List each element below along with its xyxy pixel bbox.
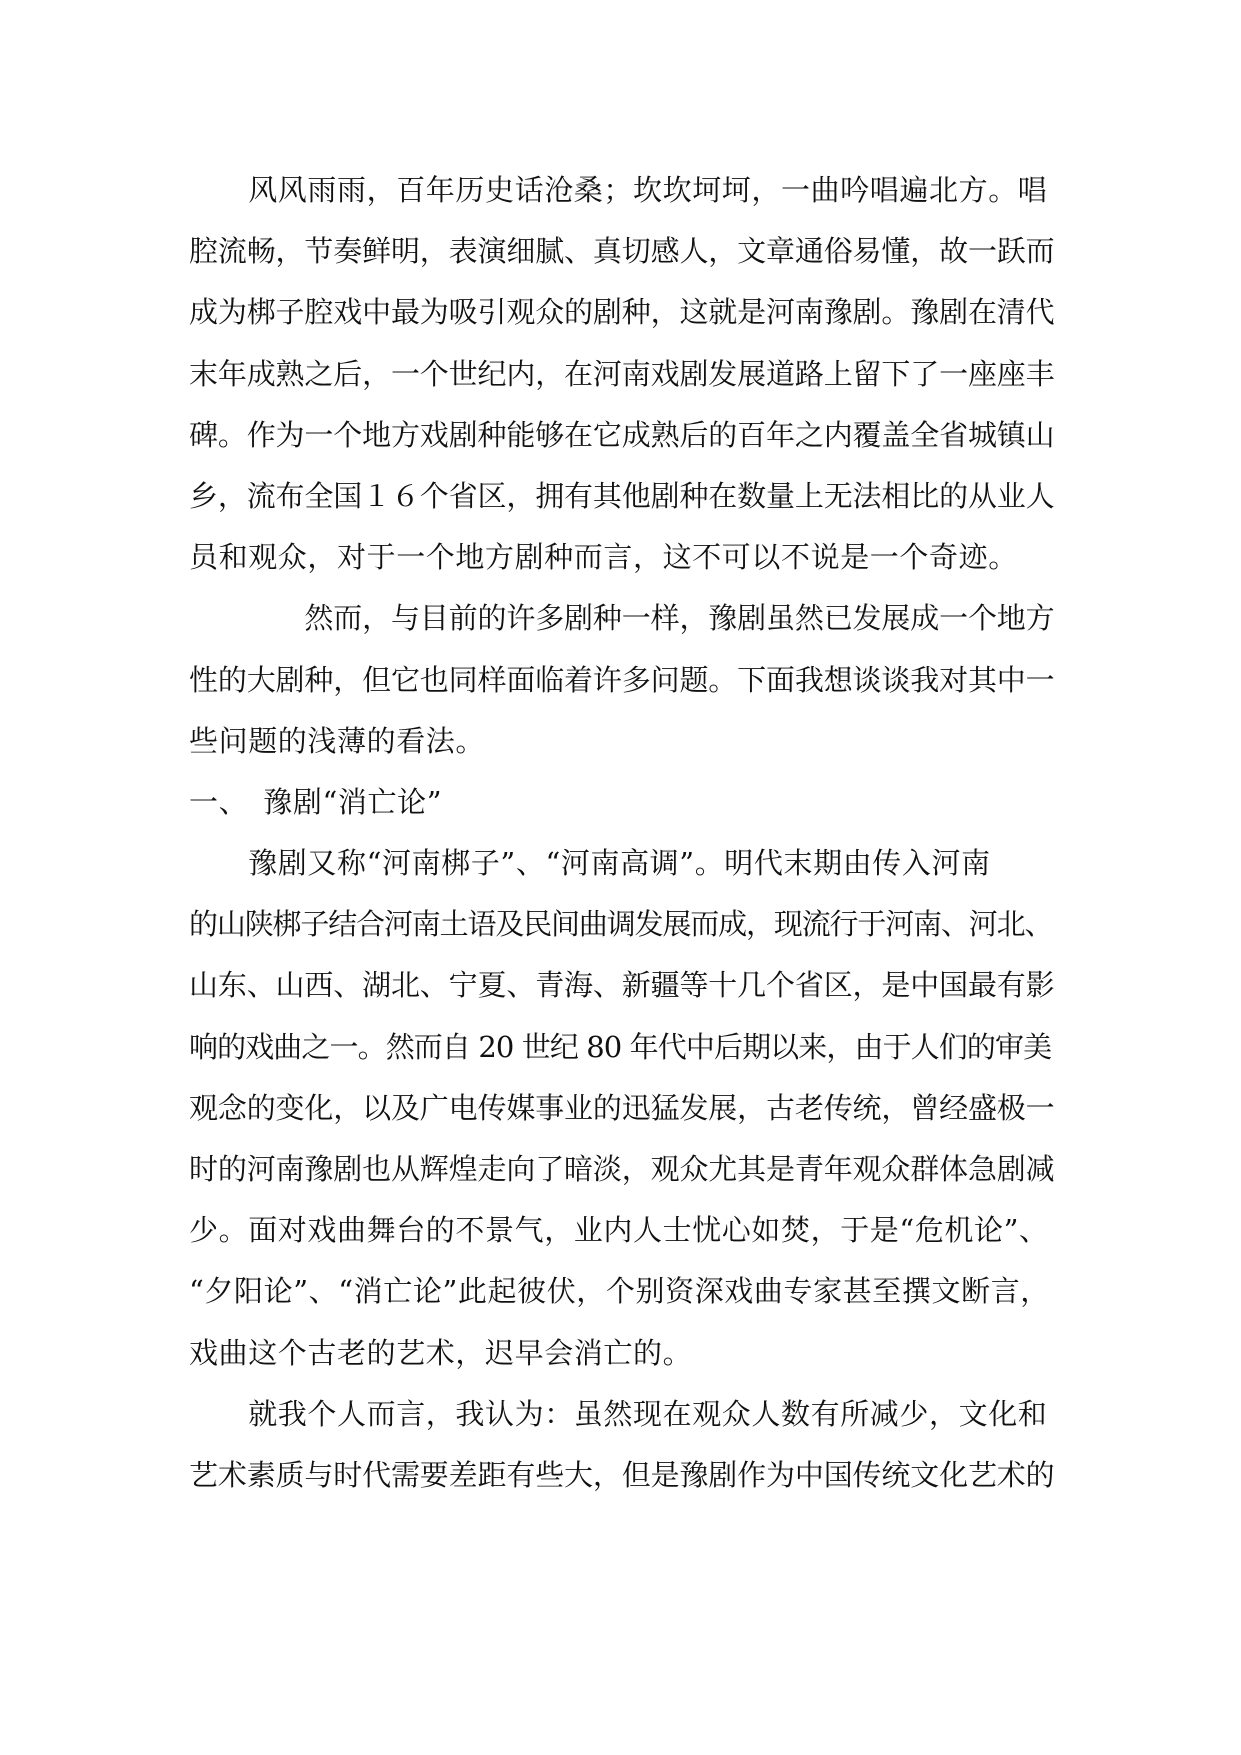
paragraph-1-line-3: 成为梆子腔戏中最为吸引观众的剧种，这就是河南豫剧。豫剧在清代: [189, 295, 1055, 330]
paragraph-3-line-1: 豫剧又称“河南梆子”、“河南高调”。明代末期由传入河南: [189, 846, 991, 881]
document-body: [189, 160, 1055, 1506]
paragraph-4-line-1: 就我个人而言，我认为：虽然现在观众人数有所减少，文化和: [189, 1396, 1048, 1431]
paragraph-3-line-4: 响的戏曲之一。然而自 20 世纪 80 年代中后期以来，由于人们的审美: [189, 1029, 1052, 1064]
paragraph-3-line-7: 少。面对戏曲舞台的不景气，业内人士忧心如焚，于是“危机论”、: [189, 1213, 1049, 1248]
paragraph-3-line-6: 时的河南豫剧也从辉煌走向了暗淡，观众尤其是青年观众群体急剧减: [189, 1152, 1055, 1186]
section-heading: 一、 豫剧“消亡论”: [189, 784, 443, 819]
paragraph-2-line-2: 性的大剧种，但它也同样面临着许多问题。下面我想谈谈我对其中一: [189, 662, 1055, 697]
paragraph-1-line-4: 末年成熟之后，一个世纪内，在河南戏剧发展道路上留下了一座座丰: [189, 356, 1055, 391]
paragraph-3-line-8: “夕阳论”、“消亡论”此起彼伏，个别资深戏曲专家甚至撰文断言，: [189, 1274, 1050, 1309]
paragraph-1-line-5: 碑。作为一个地方戏剧种能够在它成熟后的百年之内覆盖全省城镇山: [189, 417, 1055, 452]
paragraph-4-line-2: 艺术素质与时代需要差距有些大，但是豫剧作为中国传统文化艺术的: [189, 1457, 1055, 1492]
paragraph-3-line-9: 戏曲这个古老的艺术，迟早会消亡的。: [189, 1335, 693, 1370]
paragraph-1-line-6: 乡，流布全国１６个省区，拥有其他剧种在数量上无法相比的从业人: [189, 478, 1055, 513]
paragraph-3-line-2: 的山陕梆子结合河南土语及民间曲调发展而成，现流行于河南、河北、: [189, 907, 1053, 942]
paragraph-2-line-3: 些问题的浅薄的看法。: [189, 723, 486, 758]
paragraph-1-line-7: 员和观众，对于一个地方剧种而言，这不可以不说是一个奇迹。: [189, 540, 1018, 575]
paragraph-1-line-1: 风风雨雨，百年历史话沧桑；坎坎坷坷，一曲吟唱遍北方。唱: [189, 173, 1048, 207]
paragraph-2-line-1: 然而，与目前的许多剧种一样，豫剧虽然已发展成一个地方: [189, 601, 1055, 636]
paragraph-3-line-3: 山东、山西、湖北、宁夏、青海、新疆等十几个省区，是中国最有影: [189, 968, 1055, 1003]
paragraph-3-line-5: 观念的变化，以及广电传媒事业的迅猛发展，古老传统，曾经盛极一: [189, 1090, 1055, 1125]
paragraph-1-line-2: 腔流畅，节奏鲜明，表演细腻、真切感人，文章通俗易懂，故一跃而: [189, 234, 1055, 269]
